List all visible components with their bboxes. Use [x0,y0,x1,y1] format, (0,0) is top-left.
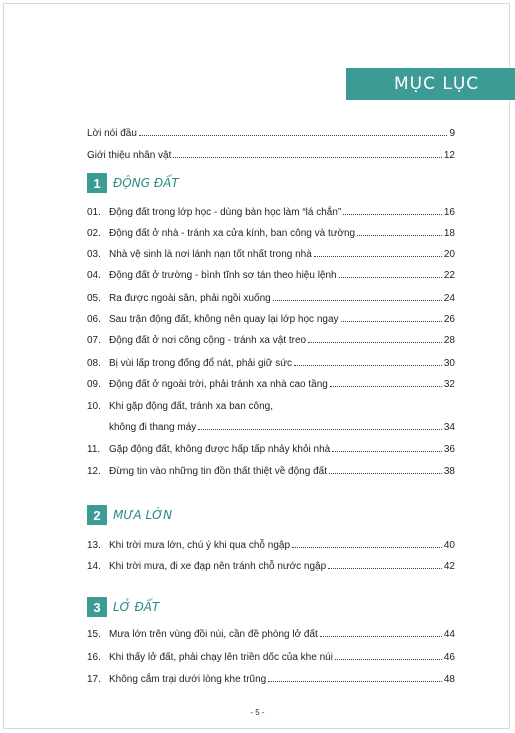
entry-number: 16. [87,652,101,663]
toc-entry[interactable] [87,334,455,347]
entry-title: Động đất ở trường - bình tĩnh sơ tán theo hiệu lệnh [109,270,337,281]
entry-title: Đừng tin vào những tin đồn thất thiệt về động đất [109,466,327,477]
entry-title: Động đất trong lớp học - dùng bàn học làm “lá chắn” [109,207,342,218]
section-title: ĐỘNG ĐẤT [113,176,179,190]
entry-number: 04. [87,270,101,281]
toc-entry[interactable] [87,651,455,664]
dot-leader [330,386,442,387]
entry-page: 12 [443,150,455,161]
toc-entry-line2[interactable] [87,421,455,434]
entry-title: Khi thấy lở đất, phải chạy lên triền dốc của khe núi [109,652,333,663]
entry-number: 15. [87,629,101,640]
entry-title: Không cắm trại dưới lòng khe trũng [109,674,267,685]
entry-page: 20 [443,249,455,260]
section-heading-earthquake[interactable] [87,173,179,193]
toc-entry[interactable] [87,560,455,573]
entry-page: 9 [449,128,455,139]
entry-page: 16 [443,207,455,218]
section-heading-landslide[interactable] [87,597,159,617]
section-title: LỞ ĐẤT [113,600,160,614]
section-title: MƯA LỚN [113,508,173,522]
entry-number: 06. [87,314,101,325]
entry-number: 07. [87,335,101,346]
entry-title-continued: không đi thang máy [109,422,197,433]
dot-leader [268,681,442,682]
dot-leader [329,473,442,474]
entry-title: Ra được ngoài sân, phải ngồi xuống [109,293,271,304]
toc-entry[interactable] [87,673,455,686]
entry-title: Khi gặp động đất, tránh xa ban công, [109,401,274,412]
entry-page: 48 [443,674,455,685]
entry-title: Lời nói đầu [87,128,137,139]
section-number-badge: 2 [87,505,107,525]
toc-title: MỤC LỤC [394,74,480,94]
entry-title: Bị vùi lấp trong đống đổ nát, phải giữ sức [109,358,292,369]
entry-title: Khi trời mưa, đi xe đạp nên tránh chỗ nước ngập [109,561,327,572]
entry-title: Động đất ở nhà - tránh xa cửa kính, ban công và tường [109,228,356,239]
section-number-badge: 3 [87,597,107,617]
dot-leader [139,135,448,136]
toc-header [346,68,515,100]
entry-page: 18 [443,228,455,239]
entry-title: Động đất ở ngoài trời, phải tránh xa nhà cao tầng [109,379,328,390]
entry-title: Gặp động đất, không được hấp tấp nhảy khỏi nhà [109,444,331,455]
entry-number: 13. [87,540,101,551]
toc-entry[interactable] [87,443,455,456]
toc-entry[interactable] [87,313,455,326]
dot-leader [328,568,442,569]
dot-leader [294,365,442,366]
toc-entry[interactable] [87,628,455,641]
entry-page: 42 [443,561,455,572]
entry-title: Sau trận động đất, không nên quay lại lớp học ngay [109,314,339,325]
page-number: - 5 - [250,708,265,717]
toc-entry[interactable] [87,357,455,370]
entry-page: 22 [443,270,455,281]
entry-title: Giới thiệu nhân vật [87,150,172,161]
entry-page: 44 [443,629,455,640]
entry-number: 12. [87,466,101,477]
toc-entry[interactable] [87,269,455,282]
toc-entry-preface[interactable] [87,127,455,140]
entry-number: 08. [87,358,101,369]
entry-number: 03. [87,249,101,260]
entry-page: 28 [443,335,455,346]
toc-entry-line1[interactable] [87,400,455,413]
toc-entry-characters[interactable] [87,149,455,162]
dot-leader [343,214,442,215]
dot-leader [308,342,442,343]
entry-title: Động đất ở nơi công cộng - tránh xa vật treo [109,335,307,346]
entry-number: 05. [87,293,101,304]
entry-page: 30 [443,358,455,369]
entry-title: Mưa lớn trên vùng đồi núi, cần đề phòng lở đất [109,629,318,640]
entry-page: 24 [443,293,455,304]
entry-page: 46 [443,652,455,663]
entry-title: Khi trời mưa lớn, chú ý khi qua chỗ ngập [109,540,291,551]
dot-leader [332,451,442,452]
dot-leader [173,157,441,158]
dot-leader [341,321,442,322]
entry-page: 26 [443,314,455,325]
entry-number: 11. [87,444,101,455]
toc-entry[interactable] [87,539,455,552]
dot-leader [357,235,442,236]
dot-leader [273,300,442,301]
entry-number: 02. [87,228,101,239]
entry-page: 34 [443,422,455,433]
toc-entry[interactable] [87,206,455,219]
dot-leader [320,636,442,637]
dot-leader [292,547,442,548]
toc-entry[interactable] [87,227,455,240]
entry-number: 10. [87,401,101,412]
entry-number: 09. [87,379,101,390]
entry-page: 38 [443,466,455,477]
entry-number: 01. [87,207,101,218]
section-number-badge: 1 [87,173,107,193]
dot-leader [339,277,442,278]
dot-leader [335,659,442,660]
entry-number: 17. [87,674,101,685]
entry-title: Nhà vệ sinh là nơi lánh nạn tốt nhất trong nhà [109,249,312,260]
dot-leader [314,256,442,257]
dot-leader [198,429,442,430]
section-heading-heavy-rain[interactable] [87,505,172,525]
toc-entry[interactable] [87,378,455,391]
entry-page: 40 [443,540,455,551]
toc-entry[interactable] [87,292,455,305]
entry-page: 36 [443,444,455,455]
entry-page: 32 [443,379,455,390]
toc-entry[interactable] [87,465,455,478]
entry-number: 14. [87,561,101,572]
toc-entry[interactable] [87,248,455,261]
